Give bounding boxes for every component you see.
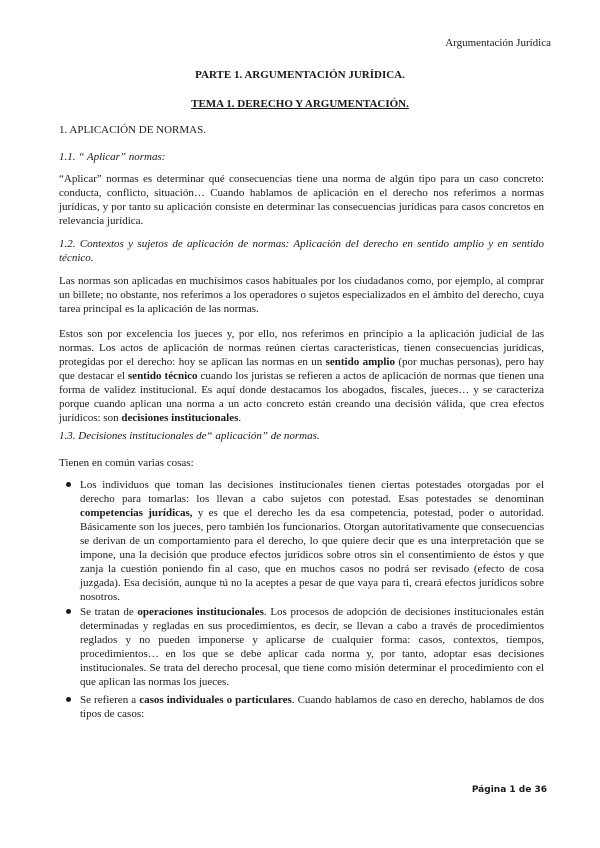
term-decisiones-institucionales: decisiones institucionales [121,412,239,424]
list-item [59,478,544,604]
bullet-icon [66,482,71,487]
text-run: (por muchas personas), pero hay que destacar el [59,356,544,382]
term-sentido-amplio: sentido amplio [325,356,395,368]
bullet-icon [66,609,71,614]
paragraph-en-comun: Tienen en común varias cosas: [59,457,194,469]
text-run: . [238,412,242,424]
bullet-list [59,478,544,604]
term-operaciones-institucionales: operaciones institucionales [137,606,264,618]
section-heading-1-2: 1.2. Contextos y sujetos de aplicación de normas: Aplicación del derecho en sentido amplio y en sentido técnico. [59,238,544,264]
section-heading-1-3: 1.3. Decisiones institucionales de“ aplicación” de normas. [59,430,320,442]
bullet-list [59,693,544,721]
text-run: Se tratan de [80,606,138,618]
list-item [59,693,544,721]
page-number: Página 1 de 36 [471,785,547,795]
bullet-icon [66,697,71,702]
text-run: Los individuos que toman las decisiones institucionales tienen ciertas potestades otorgadas por el derecho para tomarlas: los llevan a cabo sujetos con potestad. Esas potestades se denominan [80,479,544,505]
text-run: cuando los juristas se refieren a actos de aplicación de normas que tienen una forma de validez institucional. Es aquí donde destacamos los abogados, fiscales, jueces… y se caracteriza porque cuando aplican una norma a un acto concreto están creando una decisión válida, que crea efectos jurídicos: son [59,370,544,424]
paragraph-aplicar: “Aplicar” normas es determinar qué consecuencias tiene una norma de algún tipo para un caso concreto: conducta, conflicto, situación… Cuando hablamos de aplicación en el derecho nos referimos a normas jurídicas, y por tanto su aplicación consiste en determinar las consecuencias jurídicas para casos concretos en relevancia jurídica. [59,173,544,227]
topic-title: TEMA 1. DERECHO Y ARGUMENTACIÓN. [191,98,409,110]
running-header: Argumentación Jurídica [445,37,551,49]
text-run: y es que el derecho les da esa competencia, potestad, poder o autoridad. Básicamente son los jueces, pero también los funcionarios. Otorgan autoritativamente que consecuencias se derivan de un comportamiento para el derecho, lo que quiere decir que es una interpretación que se impone, una la decisión que produce efectos jurídicos sobre otros sin el consentimiento de éstos y que zanja la cuestión poniendo fin al caso, que en muchos casos no podrá ser revisado (efecto de cosa juzgada). Esa decisión, aunque tú no la aceptes a pesar de que vaya para ti, creará efectos jurídicos sobre nosotros. [80,507,545,603]
term-casos-individuales: casos individuales o particulares [139,694,292,706]
list-item [59,605,544,689]
section-heading-1-1: 1.1. “ Aplicar” normas: [59,151,166,163]
paragraph-normas-aplicadas: Las normas son aplicadas en muchísimos casos habituales por los ciudadanos como, por ejemplo, al comprar un billete; no obstante, nos referimos a los operadores o sujetos especializados en el ámbito del derecho, cuya tarea principal es la aplicación de las normas. [59,275,544,315]
term-competencias-juridicas: competencias jurídicas, [80,507,193,519]
paragraph-jueces [59,327,544,425]
text-run: . Los procesos de adopción de decisiones institucionales están determinadas y regladas en sus procedimientos, es decir, se llevan a cabo a través de procedimientos reglados y no pueden imponerse y aplicarse de cualquier forma: casos, contextos, tiempos, procedimientos… en los que se debe aplicar cada norma y, por tanto, adoptar esas decisiones institucionales. Se trata del derecho procesal, que tiene como misión determinar el procedimiento con el que aplican las normas los jueces. [80,606,544,688]
text-run: . Cuando hablamos de caso en derecho, hablamos de dos tipos de casos: [80,694,544,720]
bullet-list [59,605,544,689]
part-title: PARTE 1. ARGUMENTACIÓN JURÍDICA. [195,69,405,81]
term-sentido-tecnico: sentido técnico [127,370,198,382]
text-run: Se refieren a [80,694,140,706]
text-run: Estos son por excelencia los jueces y, por ello, nos referimos en principio a la aplicación judicial de las normas. Los actos de aplicación de normas reúnen ciertas características, tienen consecuencias jurídicas, protegidas por el derecho: hoy se aplican las normas en un [59,328,544,368]
section-heading-1: 1. APLICACIÓN DE NORMAS. [59,124,206,136]
